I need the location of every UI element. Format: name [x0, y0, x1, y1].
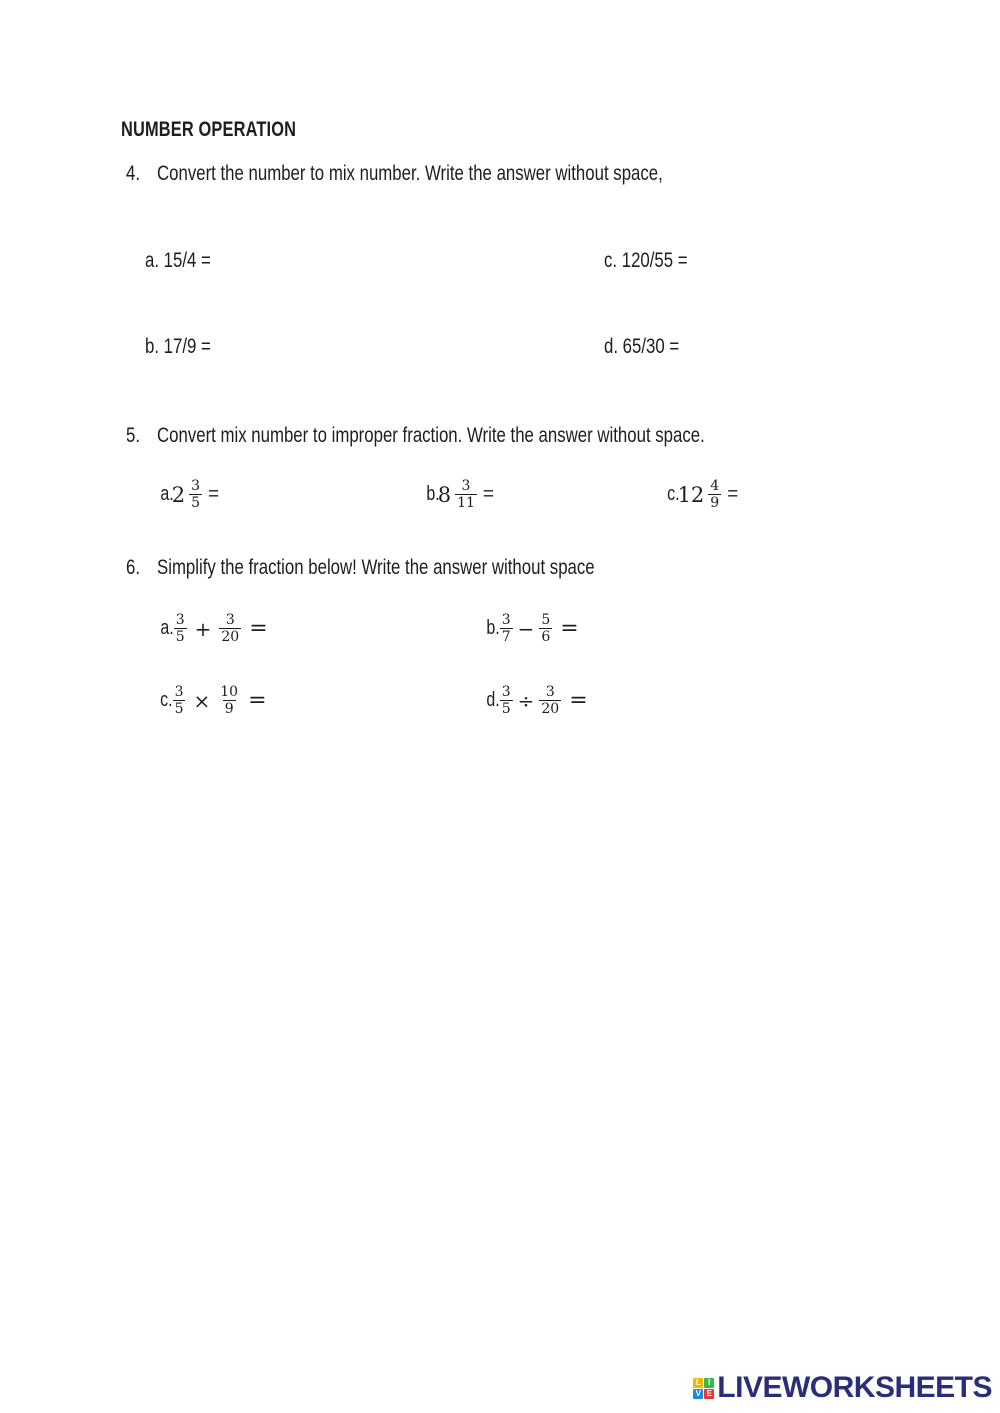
numerator: 4 [710, 478, 720, 494]
q4-item-b: b. 17/9 = [145, 335, 211, 358]
equals-sign: = [207, 483, 220, 505]
q6-item-c-label: c. [160, 689, 173, 711]
fraction-1 [173, 684, 186, 717]
liveworksheets-logo [693, 1371, 992, 1405]
q6-item-c [157, 684, 267, 717]
numerator: 3 [461, 478, 471, 494]
denominator: 5 [501, 701, 511, 717]
denominator: 11 [457, 495, 475, 511]
equals-sign: = [249, 616, 268, 641]
denominator: 6 [541, 629, 551, 645]
q5-item-b [423, 478, 494, 511]
q5-item-a-whole: 2 [171, 482, 186, 507]
numerator: 3 [501, 684, 511, 700]
q5-item-b-label: b. [426, 483, 440, 505]
question-4-number: 4. [126, 162, 141, 185]
equals-sign: = [248, 688, 267, 713]
denominator: 5 [175, 629, 185, 645]
numerator: 3 [225, 612, 235, 628]
logo-square: V [693, 1389, 703, 1399]
multiply-operator: × [193, 688, 211, 713]
q6-item-a [157, 612, 268, 645]
minus-operator: − [517, 616, 535, 641]
q5-item-a [157, 478, 219, 511]
plus-operator: + [194, 616, 212, 641]
fraction-2 [218, 684, 240, 717]
q6-item-b-label: b. [486, 617, 500, 639]
q4-item-a: a. 15/4 = [145, 249, 211, 272]
question-4-text: Convert the number to mix number. Write the answer without space, [157, 162, 663, 185]
q6-item-a-label: a. [160, 617, 174, 639]
numerator: 10 [220, 684, 239, 700]
q4-item-c: c. 120/55 = [604, 249, 688, 272]
q5-item-b-whole: 8 [437, 482, 452, 507]
divide-operator: ÷ [517, 688, 535, 713]
numerator: 3 [501, 612, 511, 628]
q5-item-b-fraction [455, 478, 477, 511]
fraction-2 [539, 684, 561, 717]
q4-item-d: d. 65/30 = [604, 335, 680, 358]
q5-item-a-label: a. [160, 483, 174, 505]
numerator: 3 [174, 684, 184, 700]
question-6-text: Simplify the fraction below! Write the answer without space [157, 556, 595, 579]
fraction-1 [174, 612, 187, 645]
fraction-2 [219, 612, 241, 645]
logo-text: LIVEWORKSHEETS [717, 1371, 992, 1404]
q6-item-d [483, 684, 588, 717]
logo-square: I [704, 1378, 714, 1388]
equals-sign: = [727, 483, 739, 505]
question-5-number: 5. [126, 424, 141, 447]
denominator: 9 [710, 495, 720, 511]
q5-item-a-fraction [189, 478, 202, 511]
q6-item-d-label: d. [486, 689, 500, 711]
q5-item-c-whole: 12 [677, 482, 705, 507]
question-5-text: Convert mix number to improper fraction. Write the answer without space. [157, 424, 705, 447]
liveworksheets-logo-icon [693, 1378, 714, 1399]
denominator: 9 [224, 701, 234, 717]
question-6-number: 6. [126, 556, 141, 579]
fraction-2 [539, 612, 552, 645]
numerator: 3 [545, 684, 555, 700]
fraction-1 [500, 612, 513, 645]
logo-square: E [704, 1389, 714, 1399]
denominator: 7 [501, 629, 511, 645]
denominator: 20 [221, 629, 240, 645]
equals-sign: = [482, 483, 494, 505]
fraction-1 [500, 684, 513, 717]
q5-item-c-label: c. [667, 483, 680, 505]
numerator: 5 [541, 612, 551, 628]
q6-item-b [483, 612, 579, 645]
denominator: 5 [174, 701, 184, 717]
q5-item-c [664, 478, 738, 511]
numerator: 3 [191, 478, 200, 494]
equals-sign: = [569, 688, 588, 713]
denominator: 5 [191, 495, 200, 511]
numerator: 3 [175, 612, 185, 628]
denominator: 20 [541, 701, 560, 717]
page-title: NUMBER OPERATION [121, 118, 297, 141]
q5-item-c-fraction [708, 478, 721, 511]
logo-square: L [693, 1378, 703, 1388]
equals-sign: = [560, 616, 579, 641]
